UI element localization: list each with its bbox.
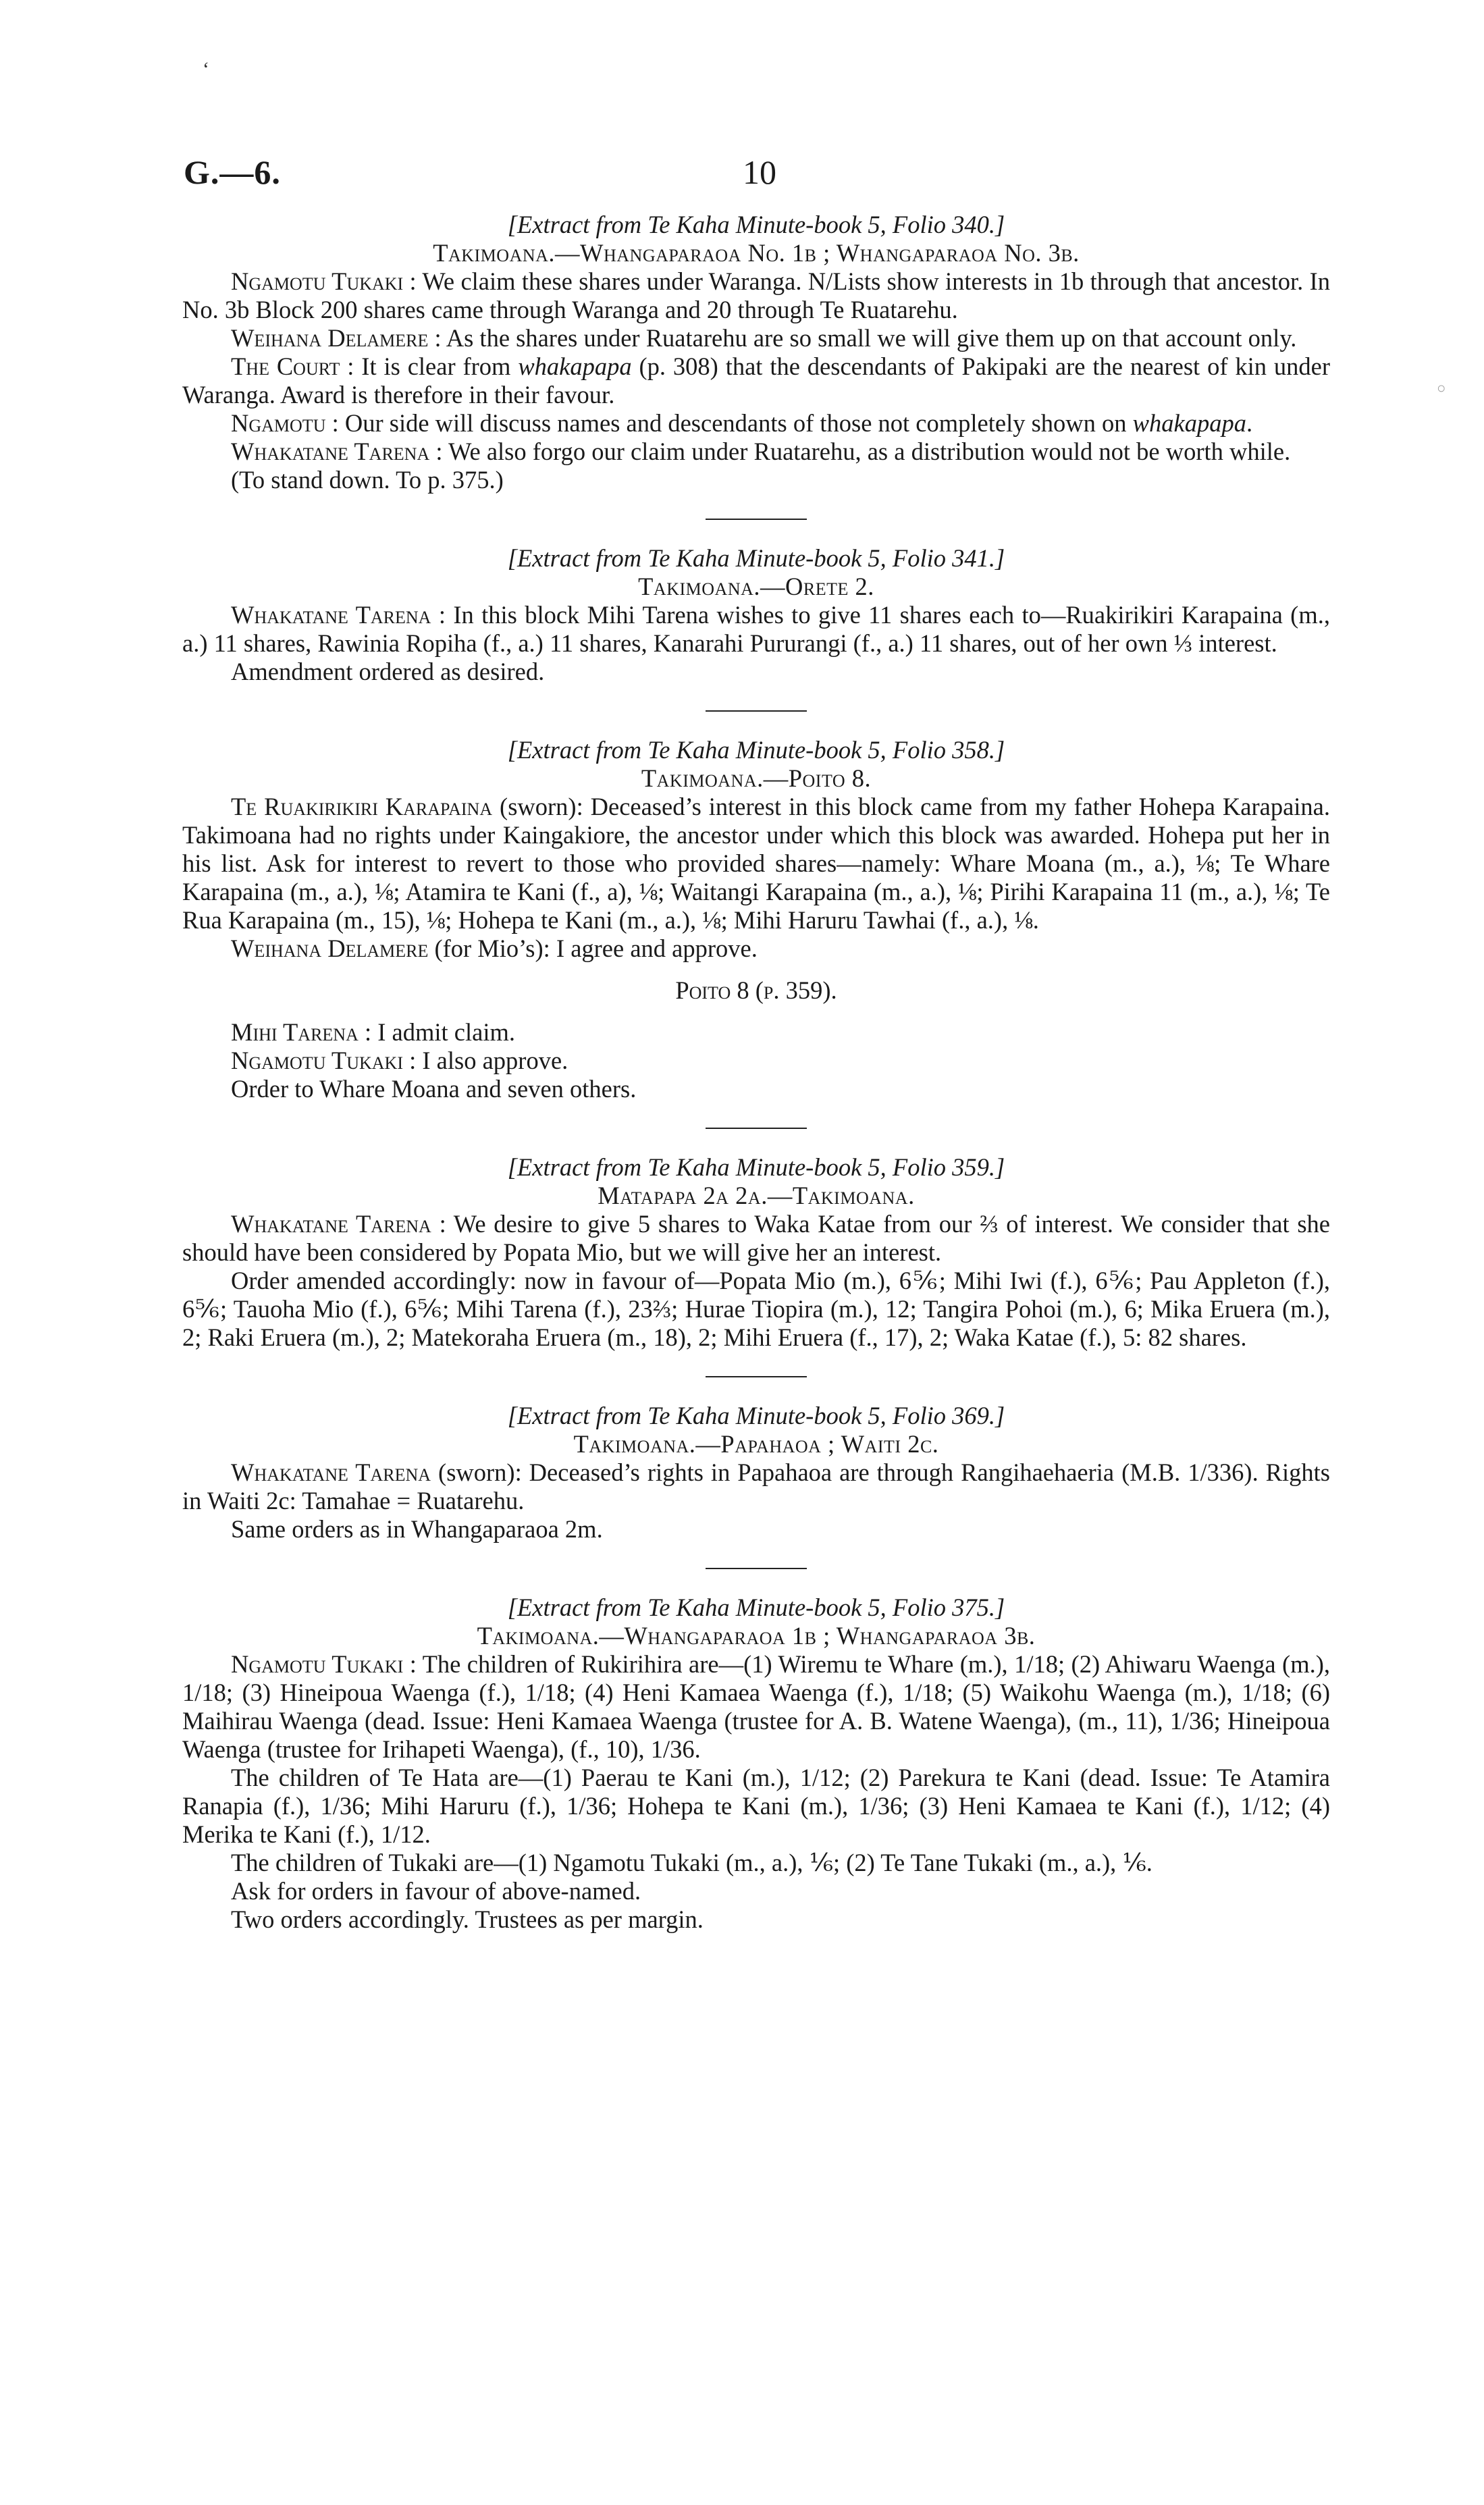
margin-dot-mark: ○ bbox=[1437, 379, 1446, 396]
speaker-name: Whakatane Tarena : bbox=[231, 438, 443, 465]
paragraph-text: I also approve. bbox=[416, 1047, 568, 1074]
paragraph-text: Order to Whare Moana and seven others. bbox=[231, 1075, 637, 1103]
paragraph bbox=[182, 1018, 1330, 1047]
paragraph-text: We desire to give 5 shares to Waka Katae from our ⅔ of interest. We consider that she should have been considered by Popata Mio, but we will give her an interest. bbox=[182, 1210, 1330, 1266]
paragraph bbox=[182, 267, 1330, 324]
speaker-name: Weihana Delamere : bbox=[231, 324, 442, 352]
speaker-name: Weihana Delamere bbox=[231, 934, 429, 962]
paragraph-text: Two orders accordingly. Trustees as per margin. bbox=[231, 1905, 704, 1933]
paragraph-text: (sworn): Deceased’s interest in this block came from my father Hohepa Karapaina. Takimoana had no rights under Kaingakiore, the ancestor under which this block was awarded. Hohepa put her in his list. Ask for interest to revert to those who provided shares—namely: Whare Moana (m., a.), ⅛; Te Whare Karapaina (m., a.), ⅛; Atamira te Kani (f., a), ⅛; Waitangi Karapaina (m., a.), ⅛; Pirihi Karapaina 11 (m., a.), ⅛; Te Rua Karapaina (m., 15), ⅛; Hohepa te Kani (m., a.), ⅛; Mihi Haruru Tawhai (f., a.), ⅛. bbox=[182, 793, 1330, 934]
paragraph-text: I admit claim. bbox=[371, 1018, 515, 1046]
paragraph bbox=[182, 1075, 1330, 1103]
extract-citation: [Extract from Te Kaha Minute-book 5, Folio 369.] bbox=[507, 1402, 1005, 1429]
section-divider bbox=[706, 1376, 807, 1377]
paragraph-text: (for Mio’s): I agree and approve. bbox=[428, 934, 758, 962]
paragraph-text: It is clear from bbox=[354, 352, 519, 380]
paragraph-text: We claim these shares under Waranga. N/Lists show interests in 1b through that ancestor. In No. 3b Block 200 shares came through Waranga and 20 through Te Ruatarehu. bbox=[182, 267, 1330, 323]
paragraph bbox=[182, 1267, 1330, 1352]
paragraph bbox=[182, 1210, 1330, 1267]
speaker-name: Ngamotu Tukaki : bbox=[231, 267, 417, 295]
section-divider bbox=[706, 519, 807, 520]
paragraph-text: (p. 308) that the descendants of Pakipaki are the nearest of kin under Waranga. Award is therefore in their favour. bbox=[182, 352, 1330, 408]
paragraph bbox=[182, 352, 1330, 409]
block-heading: Takimoana.—Papahaoa ; Waiti 2c. bbox=[573, 1430, 939, 1458]
paragraph bbox=[182, 1458, 1330, 1515]
paragraph bbox=[182, 793, 1330, 934]
paragraph bbox=[182, 1905, 1330, 1934]
paragraph-italic-term: whakapapa bbox=[1132, 409, 1246, 437]
speaker-name: Whakatane Tarena : bbox=[231, 601, 446, 629]
block-heading: Takimoana.—Orete 2. bbox=[638, 573, 874, 600]
paragraph bbox=[182, 1515, 1330, 1544]
block-heading: Matapapa 2a 2a.—Takimoana. bbox=[598, 1182, 915, 1209]
paragraph-text: Order amended accordingly: now in favour of—Popata Mio (m.), 6⅚; Mihi Iwi (f.), 6⅚; Pau Appleton (f.), 6⅚; Tauoha Mio (f.), 6⅚; Mihi Tarena (f.), 23⅔; Hurae Tiopira (m.), 12; Tangira Pohoi (m.), 6; Mika Eruera (m.), 2; Raki Eruera (m.), 2; Matekoraha Eruera (m., 18), 2; Mihi Eruera (f., 17), 2; Waka Katae (f.), 5: 82 shares. bbox=[182, 1267, 1330, 1351]
paragraph-text: (sworn): Deceased’s rights in Papahaoa are through Rangihaehaeria (M.B. 1/336). Rights in Waiti 2c: Tamahae = Ruatarehu. bbox=[182, 1458, 1330, 1514]
paragraph bbox=[182, 601, 1330, 658]
section-divider bbox=[706, 710, 807, 712]
margin-tick-mark: ‘ bbox=[203, 58, 209, 80]
paragraph-text: The children of Rukirihira are—(1) Wiremu te Whare (m.), 1/18; (2) Ahiwaru Waenga (m.), 1/18; (3) Hineipoua Waenga (f.), 1/18; (4) Heni Kamaea Waenga (f.), 1/18; (5) Waikohu Waenga (m.), 1/18; (6) Maihirau Waenga (dead. Issue: Heni Kamaea Waenga (trustee for A. B. Watene Waenga), (m., 11), 1/36; Hineipoua Waenga (trustee for Irihapeti Waenga), (f., 10), 1/36. bbox=[182, 1650, 1330, 1763]
paragraph bbox=[182, 409, 1330, 438]
extract-citation: [Extract from Te Kaha Minute-book 5, Folio 359.] bbox=[507, 1153, 1005, 1181]
extract-citation: [Extract from Te Kaha Minute-book 5, Folio 340.] bbox=[507, 211, 1005, 238]
paragraph-text: We also forgo our claim under Ruatarehu, as a distribution would not be worth while. bbox=[442, 438, 1291, 465]
paragraph-text: . bbox=[1246, 409, 1253, 437]
sub-heading: Poito 8 (p. 359). bbox=[675, 976, 837, 1004]
paragraph-text: Same orders as in Whangaparaoa 2m. bbox=[231, 1515, 603, 1543]
speaker-name: Mihi Tarena : bbox=[231, 1018, 372, 1046]
speaker-name: Te Ruakirikiri Karapaina bbox=[231, 793, 493, 820]
speaker-name: Whakatane Tarena : bbox=[231, 1210, 446, 1238]
extract-section bbox=[182, 1153, 1330, 1352]
paragraph bbox=[182, 658, 1330, 686]
paragraph-text: The children of Tukaki are—(1) Ngamotu Tukaki (m., a.), ⅙; (2) Te Tane Tukaki (m., a.), ⅙. bbox=[231, 1849, 1152, 1876]
extract-section bbox=[182, 736, 1330, 1103]
paragraph bbox=[182, 438, 1330, 466]
speaker-name: Ngamotu : bbox=[231, 409, 339, 437]
speaker-name: Ngamotu Tukaki : bbox=[231, 1650, 417, 1678]
paragraph-italic-term: whakapapa bbox=[518, 352, 632, 380]
extract-section bbox=[182, 544, 1330, 686]
extract-section bbox=[182, 211, 1330, 494]
paragraph-text: Amendment ordered as desired. bbox=[231, 658, 545, 685]
extract-section bbox=[182, 1593, 1330, 1934]
extract-section bbox=[182, 1402, 1330, 1544]
section-divider bbox=[706, 1568, 807, 1569]
speaker-name: Ngamotu Tukaki : bbox=[231, 1047, 417, 1074]
paragraph bbox=[182, 934, 1330, 963]
paragraph bbox=[182, 466, 1330, 494]
paragraph bbox=[182, 1877, 1330, 1905]
extract-citation: [Extract from Te Kaha Minute-book 5, Folio 375.] bbox=[507, 1593, 1005, 1621]
paragraph-text: The children of Te Hata are—(1) Paerau te Kani (m.), 1/12; (2) Parekura te Kani (dead. Issue: Te Atamira Ranapia (f.), 1/36; Mihi Haruru (f.), 1/36; Hohepa te Kani (m.), 1/36; (3) Heni Kamaea te Kani (f.), 1/12; (4) Merika te Kani (f.), 1/12. bbox=[182, 1764, 1330, 1848]
paragraph-text: Ask for orders in favour of above-named. bbox=[231, 1877, 641, 1905]
paragraph bbox=[182, 1764, 1330, 1849]
paragraph-text: As the shares under Ruatarehu are so small we will give them up on that account only. bbox=[441, 324, 1297, 352]
block-heading: Takimoana.—Whangaparaoa 1b ; Whangaparaoa 3b. bbox=[477, 1622, 1036, 1650]
paragraph-text: In this block Mihi Tarena wishes to give 11 shares each to—Ruakirikiri Karapaina (m., a.) 11 shares, Rawinia Ropiha (f., a.) 11 shares, Kanarahi Pururangi (f., a.) 11 shares, out of her own ⅓ interest. bbox=[182, 601, 1330, 657]
paragraph bbox=[182, 1849, 1330, 1877]
paragraph bbox=[182, 1047, 1330, 1075]
block-heading: Takimoana.—Whangaparaoa No. 1b ; Whangaparaoa No. 3b. bbox=[433, 239, 1080, 267]
block-heading: Takimoana.—Poito 8. bbox=[641, 764, 872, 792]
section-divider bbox=[706, 1128, 807, 1129]
paragraph bbox=[182, 324, 1330, 352]
paragraph bbox=[182, 1650, 1330, 1764]
speaker-name: The Court : bbox=[231, 352, 354, 380]
speaker-name: Whakatane Tarena bbox=[231, 1458, 431, 1486]
paragraph-text: (To stand down. To p. 375.) bbox=[231, 466, 504, 494]
paragraph-text: Our side will discuss names and descendants of those not completely shown on bbox=[338, 409, 1133, 437]
page-number: 10 bbox=[743, 153, 776, 191]
extract-citation: [Extract from Te Kaha Minute-book 5, Folio 341.] bbox=[507, 544, 1005, 572]
extract-citation: [Extract from Te Kaha Minute-book 5, Folio 358.] bbox=[507, 736, 1005, 764]
minute-book-extracts bbox=[182, 211, 1330, 1934]
report-reference: G.—6. bbox=[184, 153, 281, 191]
